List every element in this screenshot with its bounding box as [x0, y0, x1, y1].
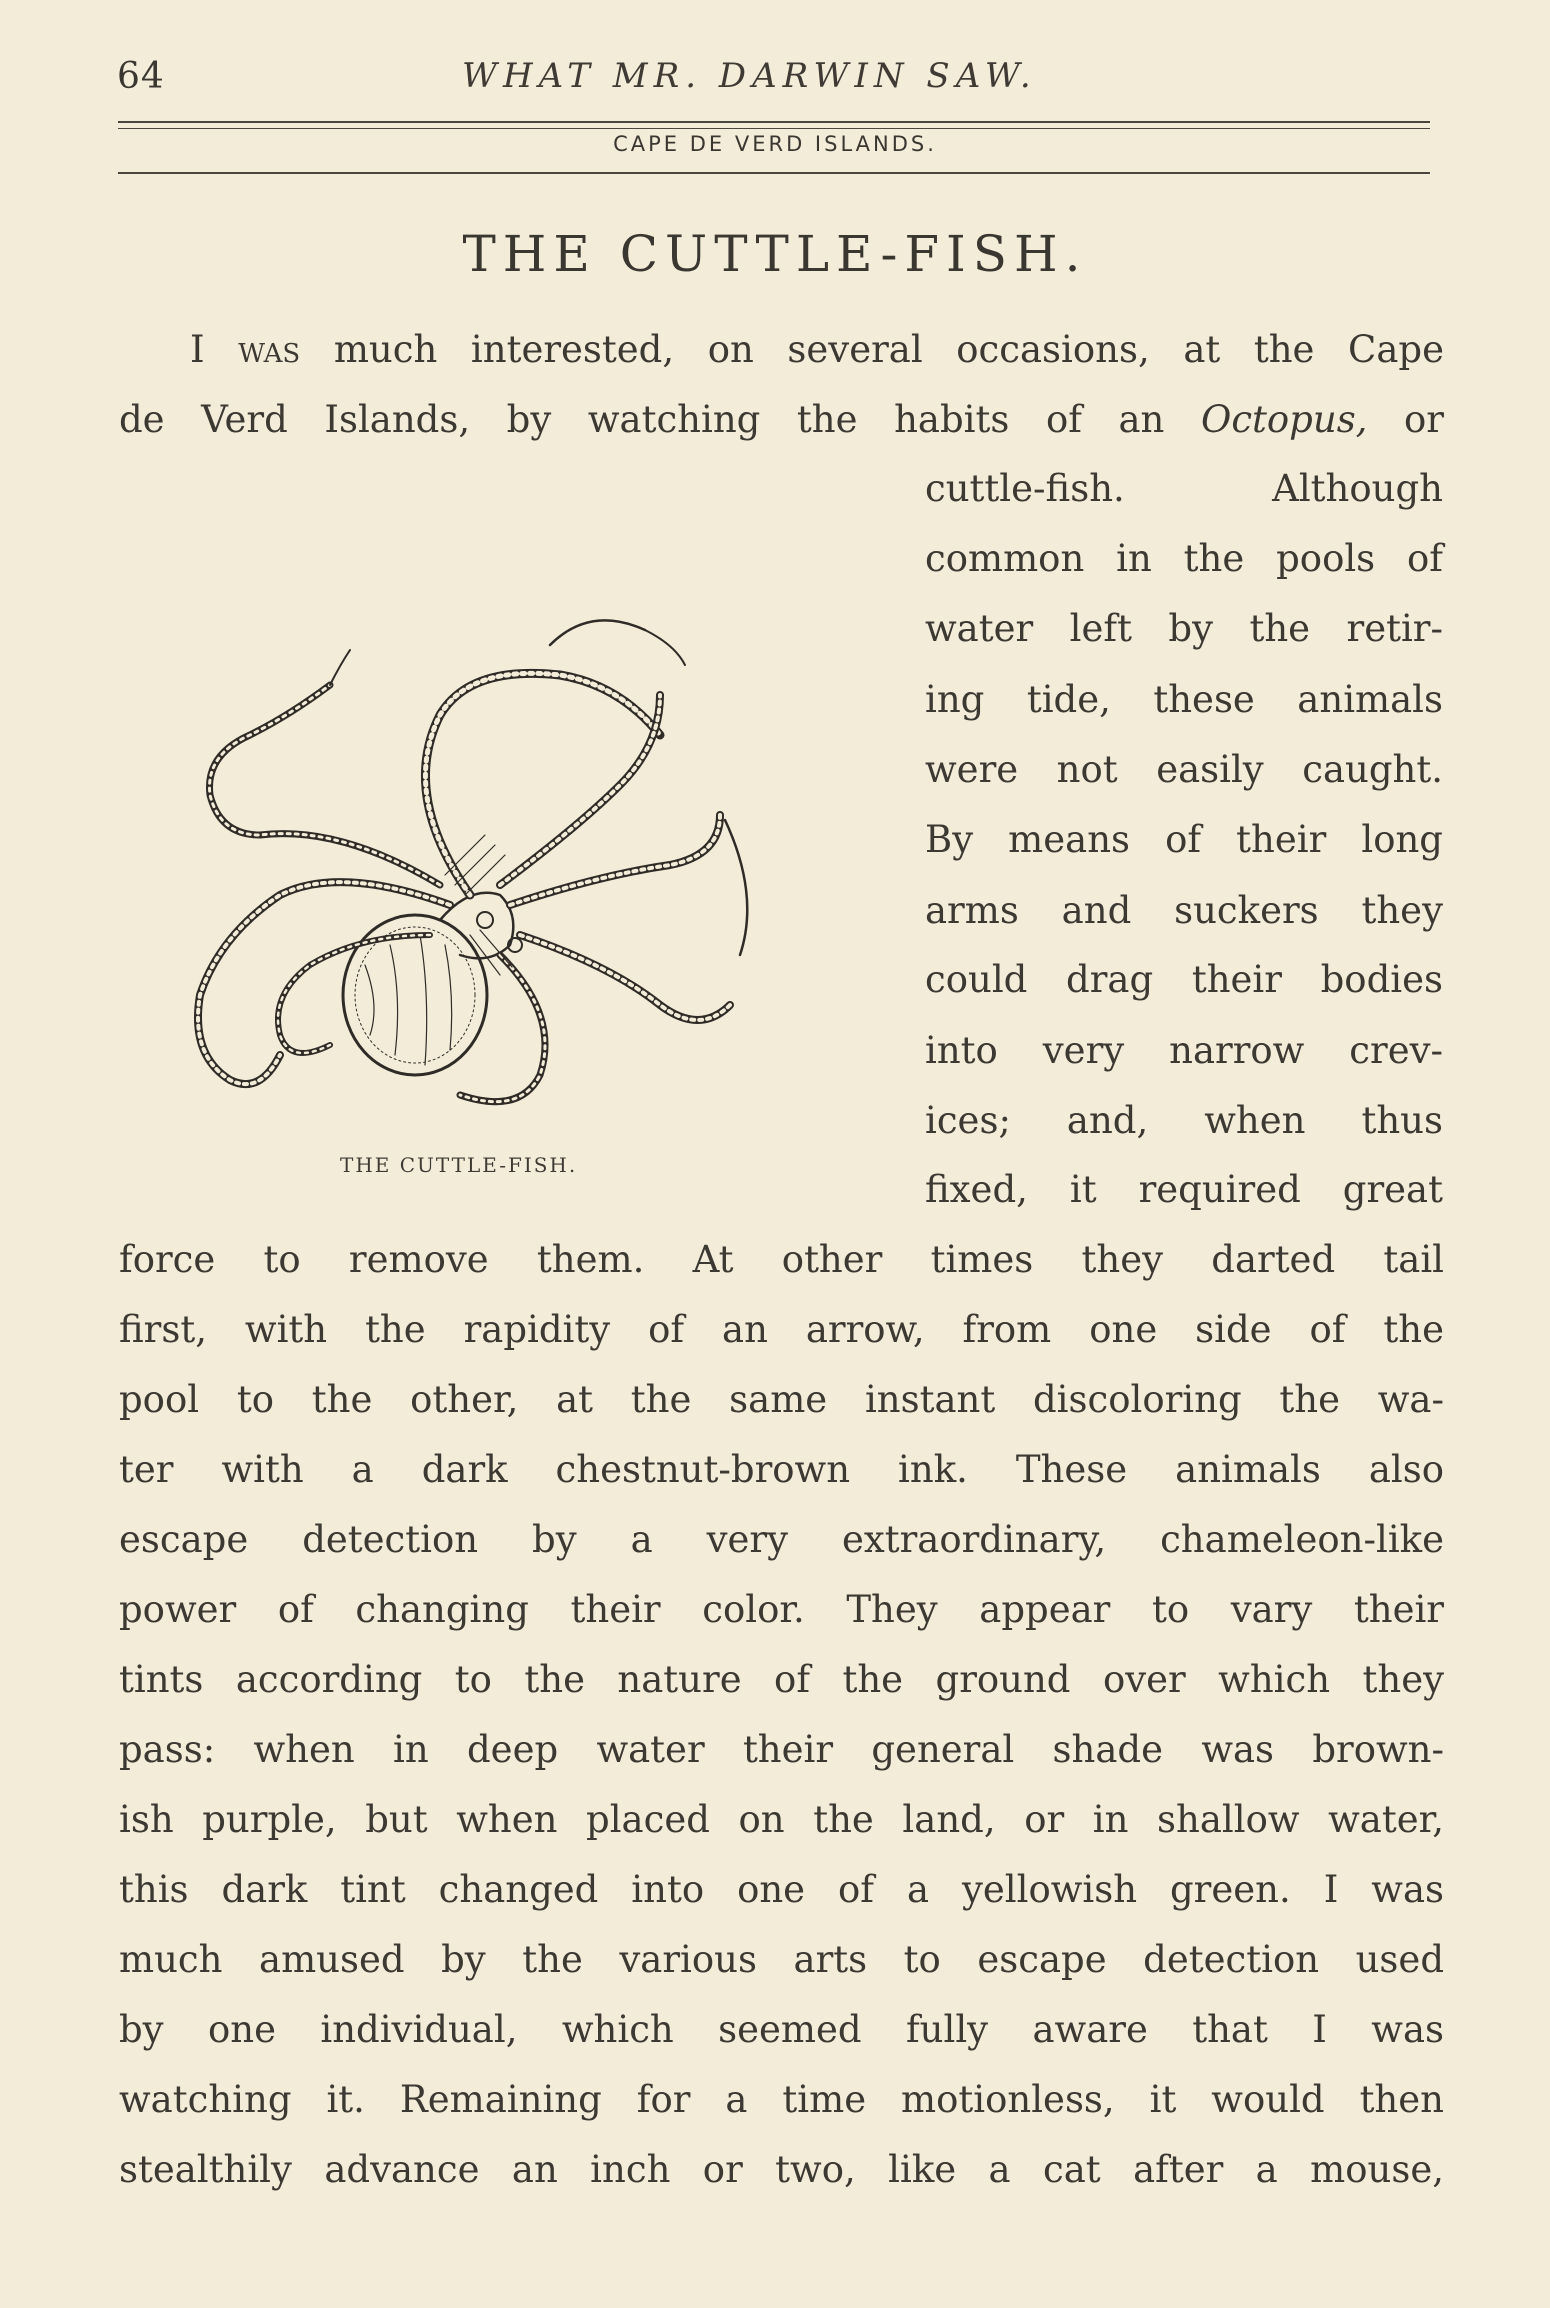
text-line: escape detection by a very extraordinary, chameleon-like [119, 1518, 1444, 1561]
text-line: ish purple, but when placed on the land, or in shallow water, [119, 1798, 1444, 1841]
text-span: or [1367, 398, 1444, 441]
page-number: 64 [117, 56, 165, 97]
header-rule-top [118, 121, 1430, 123]
figure-caption: THE CUTTLE-FISH. [340, 1153, 578, 1177]
text-line: force to remove them. At other times they darted tail [119, 1238, 1444, 1281]
text-line: power of changing their color. They appear to vary their [119, 1588, 1444, 1631]
text-line: fixed, it required great [925, 1168, 1443, 1211]
text-line: ter with a dark chestnut-brown ink. These animals also [119, 1448, 1444, 1491]
text-span: de Verd Islands, by watching the habits of an [119, 398, 1201, 441]
text-line: into very narrow crev- [925, 1029, 1443, 1072]
italic-term: Octopus, [1200, 398, 1368, 441]
opening-rest: much interested, on several occasions, at the Cape [300, 328, 1444, 371]
header-rule-top-thin [118, 128, 1430, 129]
running-title: WHAT MR. DARWIN SAW. [462, 56, 1037, 96]
text-line: pass: when in deep water their general shade was brown- [119, 1728, 1444, 1771]
text-line: were not easily caught. [925, 748, 1443, 791]
text-line [190, 328, 1444, 372]
header-rule-bottom [118, 172, 1430, 174]
section-heading: CAPE DE VERD ISLANDS. [613, 132, 937, 156]
text-line: cuttle-fish. Although [925, 467, 1443, 510]
text-line: common in the pools of [925, 537, 1443, 580]
opening-smallcaps: was [204, 328, 301, 371]
text-line: first, with the rapidity of an arrow, from one side of the [119, 1308, 1444, 1351]
text-line: ices; and, when thus [925, 1099, 1443, 1142]
text-line: water left by the retir- [925, 607, 1443, 650]
text-line: ing tide, these animals [925, 678, 1443, 721]
text-line: pool to the other, at the same instant discoloring the wa- [119, 1378, 1444, 1421]
opening-letter: I [190, 328, 205, 371]
text-line: arms and suckers they [925, 889, 1443, 932]
octopus-illustration-icon [140, 535, 880, 1115]
text-line: stealthily advance an inch or two, like a cat after a mouse, [119, 2148, 1444, 2191]
text-line: could drag their bodies [925, 958, 1443, 1001]
chapter-title: THE CUTTLE-FISH. [462, 225, 1088, 283]
text-line [119, 398, 1444, 442]
text-line: this dark tint changed into one of a yellowish green. I was [119, 1868, 1444, 1911]
text-line: tints according to the nature of the ground over which they [119, 1658, 1444, 1701]
text-line: much amused by the various arts to escape detection used [119, 1938, 1444, 1981]
text-line: by one individual, which seemed fully aware that I was [119, 2008, 1444, 2051]
text-line: watching it. Remaining for a time motionless, it would then [119, 2078, 1444, 2121]
text-line: By means of their long [925, 818, 1443, 861]
